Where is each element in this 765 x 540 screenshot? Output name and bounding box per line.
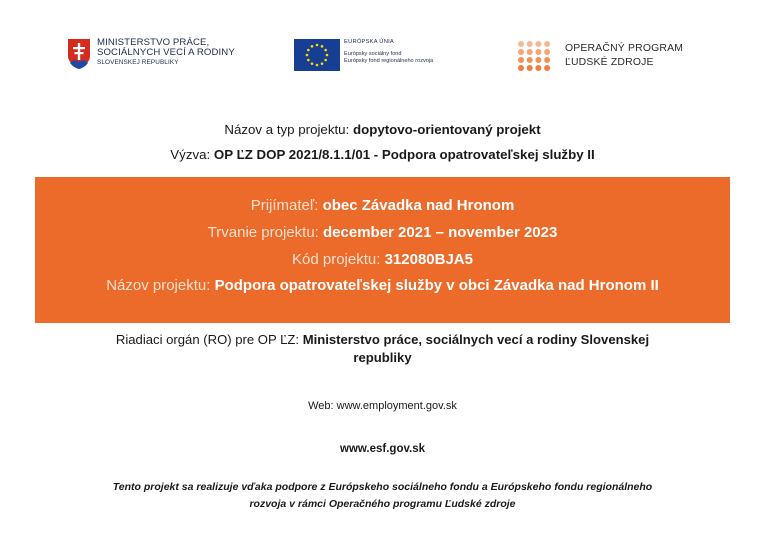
- managing-authority: [0, 332, 765, 347]
- managing-authority-label: Riadiaci orgán (RO) pre OP ĽZ:: [115, 332, 300, 347]
- op-dot-icon: [535, 65, 541, 71]
- web-link[interactable]: Web: www.employment.gov.sk: [308, 400, 457, 412]
- eu-star-icon: [306, 54, 309, 57]
- managing-authority-cont: [0, 350, 765, 365]
- call-label: Výzva:: [170, 147, 211, 162]
- ministry-name-line3: SLOVENSKEJ REPUBLIKY: [97, 59, 179, 66]
- eu-fund-1: Európsky sociálny fond: [344, 51, 402, 57]
- slovak-coat-of-arms-icon: [67, 38, 91, 70]
- duration-value: december 2021 – november 2023: [323, 224, 558, 241]
- project-name-row: [35, 277, 730, 294]
- op-dot-icon: [527, 41, 533, 47]
- code-value: 312080BJA5: [384, 251, 473, 268]
- managing-authority-value: Ministerstvo práce, sociálnych vecí a rodiny Slovenskej: [302, 332, 650, 347]
- eu-star-icon: [321, 45, 324, 48]
- eu-fund-2: Európsky fond regionálneho rozvoja: [344, 58, 434, 64]
- esf-url[interactable]: www.esf.gov.sk: [340, 443, 425, 455]
- op-dot-icon: [527, 57, 533, 63]
- ministry-logo: [67, 38, 235, 70]
- eu-star-icon: [307, 49, 310, 52]
- eu-star-icon: [311, 62, 314, 65]
- call: [0, 147, 765, 162]
- managing-authority-value-2: republiky: [353, 350, 412, 365]
- op-name-line1: OPERAČNÝ PROGRAM: [565, 43, 684, 54]
- op-dot-icon: [527, 49, 533, 55]
- project-type: [0, 122, 765, 137]
- eu-flag-icon: [294, 39, 340, 71]
- op-dot-icon: [518, 65, 524, 71]
- op-dot-icon: [535, 41, 541, 47]
- project-name-value: Podpora opatrovateľskej služby v obci Závadka nad Hronom II: [214, 277, 659, 294]
- ministry-name-line1: MINISTERSTVO PRÁCE,: [97, 37, 210, 48]
- eu-star-icon: [324, 59, 327, 62]
- eu-star-icon: [316, 64, 319, 67]
- call-value: OP ĽZ DOP 2021/8.1.1/01 - Podpora opatrovateľskej služby II: [213, 147, 595, 162]
- duration-label: Trvanie projektu:: [207, 224, 319, 241]
- op-dot-icon: [544, 65, 550, 71]
- eu-star-icon: [311, 45, 314, 48]
- eu-name: EURÓPSKA ÚNIA: [344, 39, 394, 45]
- recipient-row: [35, 197, 730, 214]
- disclaimer-line-1: Tento projekt sa realizuje vďaka podpore z Európskeho sociálneho fondu a Európskeho fondu regionálneho: [112, 481, 653, 493]
- op-name-line2: ĽUDSKÉ ZDROJE: [565, 57, 654, 68]
- op-dot-icon: [518, 57, 524, 63]
- esf-link[interactable]: [0, 443, 765, 455]
- code-row: [35, 251, 730, 268]
- project-type-label: Názov a typ projektu:: [224, 122, 350, 137]
- recipient-value: obec Závadka nad Hronom: [322, 197, 515, 214]
- eu-star-icon: [316, 44, 319, 47]
- code-label: Kód projektu:: [292, 251, 381, 268]
- eu-star-icon: [324, 49, 327, 52]
- project-name-label: Názov projektu:: [106, 277, 211, 294]
- op-dot-icon: [518, 49, 524, 55]
- eu-star-icon: [307, 59, 310, 62]
- eu-star-icon: [321, 62, 324, 65]
- eu-logo: [294, 39, 433, 71]
- op-dot-icon: [527, 65, 533, 71]
- op-dot-icon: [544, 49, 550, 55]
- op-dots-icon: [517, 40, 551, 72]
- op-logo: [517, 40, 683, 72]
- op-dot-icon: [535, 57, 541, 63]
- duration-row: [35, 224, 730, 241]
- op-dot-icon: [544, 57, 550, 63]
- op-dot-icon: [518, 41, 524, 47]
- recipient-label: Prijímateľ:: [250, 197, 319, 214]
- disclaimer-line-2: rozvoja v rámci Operačného programu Ľudské zdroje: [249, 498, 516, 510]
- ministry-name-line2: SOCIÁLNYCH VECÍ A RODINY: [97, 47, 235, 58]
- eu-star-icon: [326, 54, 329, 57]
- logo-header: [0, 38, 765, 82]
- project-type-value: dopytovo-orientovaný projekt: [352, 122, 541, 137]
- op-dot-icon: [544, 41, 550, 47]
- project-banner: [35, 177, 730, 323]
- op-dot-icon: [535, 49, 541, 55]
